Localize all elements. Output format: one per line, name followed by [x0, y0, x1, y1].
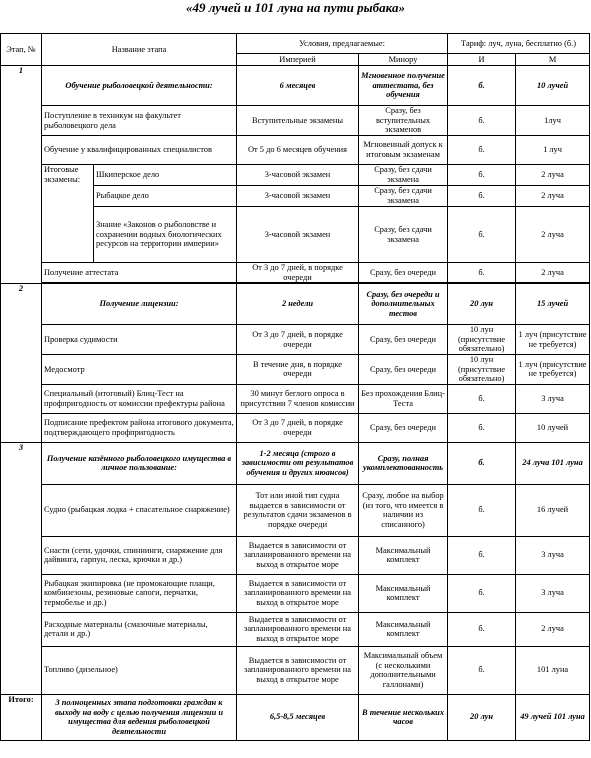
tariff-i-cell: б. [448, 263, 516, 283]
step-name: Получение аттестата [42, 263, 237, 283]
tariff-i-cell: б. [448, 484, 516, 536]
step-name: Рыбацкая экипировка (не промокающие плащи, комбинезоны, резиновые сапоги, перчатки, термобелье и др.) [42, 574, 237, 612]
stage-title: Получение лицензии: [42, 284, 237, 325]
tariff-i-cell: б. [448, 612, 516, 646]
tariff-i-cell: б. [448, 442, 516, 484]
total-empire: 6,5-8,5 месяцев [237, 694, 359, 740]
step-name: Рыбацкое дело [94, 186, 237, 207]
table-row [1, 284, 590, 325]
total-description: 3 полноценных этапа подготовки граждан к выходу на воду с целью получения лицензии и имущества для ведения рыболовецкой деятельности [42, 694, 237, 740]
tariff-i-cell: б. [448, 574, 516, 612]
step-name: Проверка судимости [42, 325, 237, 355]
tariff-m-cell: 1 луч (присутствие не требуется) [516, 354, 590, 384]
minor-cell: Сразу, без очереди [359, 263, 448, 283]
table-row [1, 165, 590, 186]
tariff-m-cell: 2 луча [516, 263, 590, 283]
step-name: Поступление в техникум на факультет рыболовецкого дела [42, 106, 237, 136]
header-conditions: Условия, предлагаемые: [237, 34, 448, 54]
minor-cell: Максимальный объем (с несколькими дополнительными галлонами) [359, 646, 448, 694]
empire-cell: От 3 до 7 дней, в порядке очереди [237, 413, 359, 442]
empire-cell: Выдается в зависимости от запланированного времени на выход в открытое море [237, 612, 359, 646]
minor-cell: Сразу, полная укомплектованность [359, 442, 448, 484]
tariff-m-cell: 16 лучей [516, 484, 590, 536]
tariff-i-cell: б. [448, 186, 516, 207]
stage-number: 1 [1, 66, 42, 284]
minor-cell: Сразу, любое на выбор (из того, что имеется в наличии из списанного) [359, 484, 448, 536]
header-stage: Этап, № [1, 34, 42, 66]
tariff-i-cell: б. [448, 136, 516, 165]
header-minor: Минору [359, 54, 448, 66]
step-name: Медосмотр [42, 354, 237, 384]
total-m: 49 лучей 101 луна [516, 694, 590, 740]
minor-cell: Максимальный комплект [359, 574, 448, 612]
total-label: Итого: [1, 694, 42, 740]
tariff-i-cell: б. [448, 66, 516, 106]
empire-cell: Выдается в зависимости от запланированного времени на выход в открытое море [237, 646, 359, 694]
empire-cell: От 3 до 7 дней, в порядке очереди [237, 263, 359, 283]
tariff-m-cell: 2 луча [516, 612, 590, 646]
tariff-i-cell: 20 лун [448, 284, 516, 325]
minor-cell: Сразу, без очереди [359, 413, 448, 442]
table-row [1, 136, 590, 165]
header-empire: Империей [237, 54, 359, 66]
tariff-i-cell: б. [448, 106, 516, 136]
tariff-m-cell: 3 луча [516, 574, 590, 612]
step-name: Знание «Законов о рыболовстве и сохранении водных биологических ресурсов на территории империи» [94, 207, 237, 263]
empire-cell: От 5 до 6 месяцев обучения [237, 136, 359, 165]
step-name: Судно (рыбацкая лодка + спасательное снаряжение) [42, 484, 237, 536]
table-row [1, 325, 590, 355]
tariff-m-cell: 3 луча [516, 384, 590, 413]
header-name: Название этапа [42, 34, 237, 66]
empire-cell: Тот или иной тип судна выдается в зависимости от результатов сдачи экзаменов в порядке очереди [237, 484, 359, 536]
table-row [1, 442, 590, 484]
empire-cell: От 3 до 7 дней, в порядке очереди [237, 325, 359, 355]
step-name: Топливо (дизельное) [42, 646, 237, 694]
table-row [1, 354, 590, 384]
empire-cell: 3-часовой экзамен [237, 165, 359, 186]
header-tariff: Тариф: луч, луна, бесплатно (б.) [448, 34, 590, 54]
header-col-m: М [516, 54, 590, 66]
minor-cell: Сразу, без сдачи экзамена [359, 207, 448, 263]
stage-number: 2 [1, 284, 42, 443]
empire-cell: Вступительные экзамены [237, 106, 359, 136]
minor-cell: Максимальный комплект [359, 612, 448, 646]
tariff-i-cell: б. [448, 536, 516, 574]
minor-cell: Максимальный комплект [359, 536, 448, 574]
tariff-m-cell: 3 луча [516, 536, 590, 574]
minor-cell: Мгновенный допуск к итоговым экзаменам [359, 136, 448, 165]
tariff-i-cell: б. [448, 165, 516, 186]
total-row [1, 694, 590, 740]
header-col-i: И [448, 54, 516, 66]
tariff-m-cell: 2 луча [516, 186, 590, 207]
stage-title: Получение казённого рыболовецкого имущества в личное пользование: [42, 442, 237, 484]
empire-cell: Выдается в зависимости от запланированного времени на выход в открытое море [237, 574, 359, 612]
minor-cell: Сразу, без сдачи экзамена [359, 165, 448, 186]
tariff-i-cell: б. [448, 413, 516, 442]
empire-cell: 3-часовой экзамен [237, 207, 359, 263]
stage-title: Обучение рыболовецкой деятельности: [42, 66, 237, 106]
step-name: Обучение у квалифицированных специалистов [42, 136, 237, 165]
step-name: Шкиперское дело [94, 165, 237, 186]
tariff-i-cell: 10 лун (присутствие обязательно) [448, 354, 516, 384]
tariff-m-cell: 15 лучей [516, 284, 590, 325]
minor-cell: Сразу, без вступительных экзаменов [359, 106, 448, 136]
minor-cell: Мгновенное получение аттестата, без обучения [359, 66, 448, 106]
table-row [1, 574, 590, 612]
step-name: Подписание префектом района итогового документа, подтверждающего профпригодность [42, 413, 237, 442]
minor-cell: Сразу, без очереди [359, 354, 448, 384]
empire-cell: 3-часовой экзамен [237, 186, 359, 207]
table-row [1, 66, 590, 106]
total-i: 20 лун [448, 694, 516, 740]
empire-cell: В течение дня, в порядке очереди [237, 354, 359, 384]
minor-cell: Сразу, без сдачи экзамена [359, 186, 448, 207]
exams-label: Итоговые экзамены: [42, 165, 94, 263]
empire-cell: 30 минут беглого опроса в присутствии 7 членов комиссии [237, 384, 359, 413]
tariff-i-cell: б. [448, 207, 516, 263]
step-name: Расходные материалы (смазочные материалы, детали и др.) [42, 612, 237, 646]
tariff-m-cell: 2 луча [516, 207, 590, 263]
table-row [1, 106, 590, 136]
tariff-m-cell: 10 лучей [516, 413, 590, 442]
tariff-m-cell: 1луч [516, 106, 590, 136]
tariff-m-cell: 10 лучей [516, 66, 590, 106]
step-name: Специальный (итоговый) Блиц-Тест на профпригодность от комиссии префектуры района [42, 384, 237, 413]
document-title: «49 лучей и 101 луна на пути рыбака» [186, 0, 405, 15]
tariff-m-cell: 24 луча 101 луна [516, 442, 590, 484]
tariff-m-cell: 101 луна [516, 646, 590, 694]
table-row [1, 263, 590, 283]
table-header-row [1, 34, 590, 54]
minor-cell: Без прохождения Блиц-Теста [359, 384, 448, 413]
table-row [1, 536, 590, 574]
tariff-m-cell: 2 луча [516, 165, 590, 186]
empire-cell: 2 недели [237, 284, 359, 325]
minor-cell: Сразу, без очереди и дополнительных тестов [359, 284, 448, 325]
empire-cell: Выдается в зависимости от запланированного времени на выход в открытое море [237, 536, 359, 574]
table-row [1, 384, 590, 413]
empire-cell: 1-2 месяца (строго в зависимости от результатов обучения и других нюансов) [237, 442, 359, 484]
minor-cell: Сразу, без очереди [359, 325, 448, 355]
table-row [1, 413, 590, 442]
table-row [1, 612, 590, 646]
empire-cell: 6 месяцев [237, 66, 359, 106]
tariff-i-cell: б. [448, 646, 516, 694]
tariff-m-cell: 1 луч [516, 136, 590, 165]
tariff-table [0, 33, 590, 741]
tariff-m-cell: 1 луч (присутствие не требуется) [516, 325, 590, 355]
total-minor: В течение нескольких часов [359, 694, 448, 740]
table-row [1, 484, 590, 536]
table-row [1, 646, 590, 694]
tariff-i-cell: 10 лун (присутствие обязательно) [448, 325, 516, 355]
step-name: Снасти (сети, удочки, спиннинги, снаряжение для дайвинга, гарпун, леска, крючки и др.) [42, 536, 237, 574]
tariff-i-cell: б. [448, 384, 516, 413]
stage-number: 3 [1, 442, 42, 694]
